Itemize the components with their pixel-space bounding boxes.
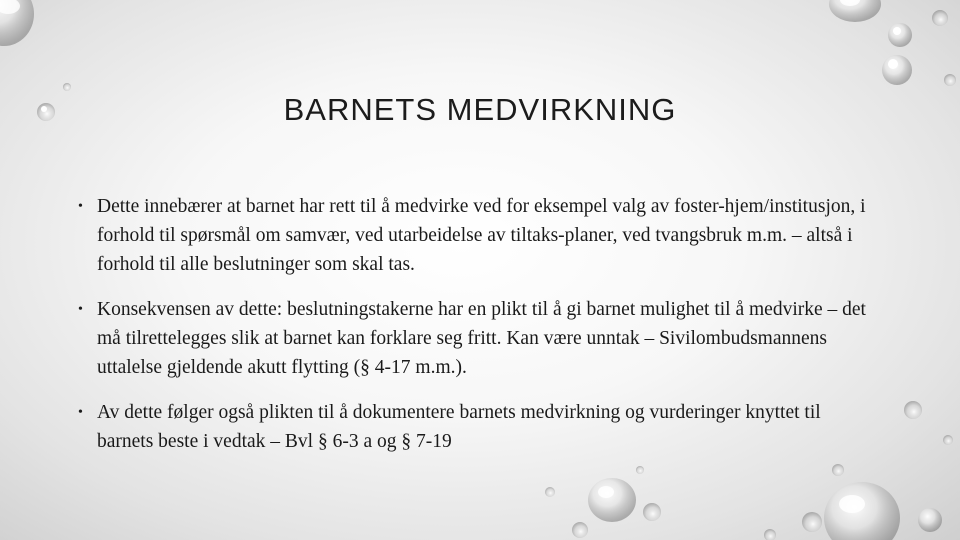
drop-right-mid-2 bbox=[943, 435, 953, 445]
bullet-dot-icon: • bbox=[78, 302, 83, 317]
bullet-item bbox=[78, 295, 868, 382]
drop-bottom-right-4 bbox=[918, 508, 942, 532]
drop-right-4 bbox=[882, 55, 912, 85]
drop-right-5 bbox=[944, 74, 956, 86]
drop-bottom-1 bbox=[588, 478, 636, 522]
drop-bottom-3 bbox=[545, 487, 555, 497]
bullet-text: Konsekvensen av dette: beslutningstakerne har en plikt til å gi barnet mulighet til å medvirke – det må tilrettelegges slik at barnet kan forklare seg fritt. Kan være unntak – Sivilombudsmannens uttalelse gjeldende akutt flytting (§ 4-17 m.m.). bbox=[97, 299, 866, 378]
slide-title: BARNETS MEDVIRKNING bbox=[283, 92, 677, 127]
drop-left-small-2 bbox=[63, 83, 71, 91]
drop-top-right-1 bbox=[829, 0, 881, 22]
drop-right-mid-1 bbox=[904, 401, 922, 419]
drop-bottom-4 bbox=[572, 522, 588, 538]
drop-top-right-3 bbox=[932, 10, 948, 26]
bullet-text: Av dette følger også plikten til å dokumentere barnets medvirkning og vurderinger knyttet til barnets beste i vedtak – Bvl § 6-3 a og § 7-19 bbox=[97, 402, 821, 452]
drop-bottom-right-2 bbox=[802, 512, 822, 532]
bullet-item bbox=[78, 192, 868, 279]
bullet-dot-icon: • bbox=[78, 199, 83, 214]
drop-top-right-2 bbox=[888, 23, 912, 47]
drop-bottom-2 bbox=[643, 503, 661, 521]
bullet-item bbox=[78, 398, 868, 456]
bullet-dot-icon: • bbox=[78, 405, 83, 420]
drop-bottom-right-5 bbox=[764, 529, 776, 540]
drop-bottom-right-large bbox=[824, 482, 900, 540]
bullet-list bbox=[78, 192, 868, 472]
drop-top-left-large bbox=[0, 0, 34, 46]
bullet-text: Dette innebærer at barnet har rett til å medvirke ved for eksempel valg av foster-hjem/institusjon, i forhold til spørsmål om samvær, ved utarbeidelse av tiltaks-planer, ved tvangsbruk m.m. – altså i forhold til alle beslutninger som skal tas. bbox=[97, 196, 866, 275]
